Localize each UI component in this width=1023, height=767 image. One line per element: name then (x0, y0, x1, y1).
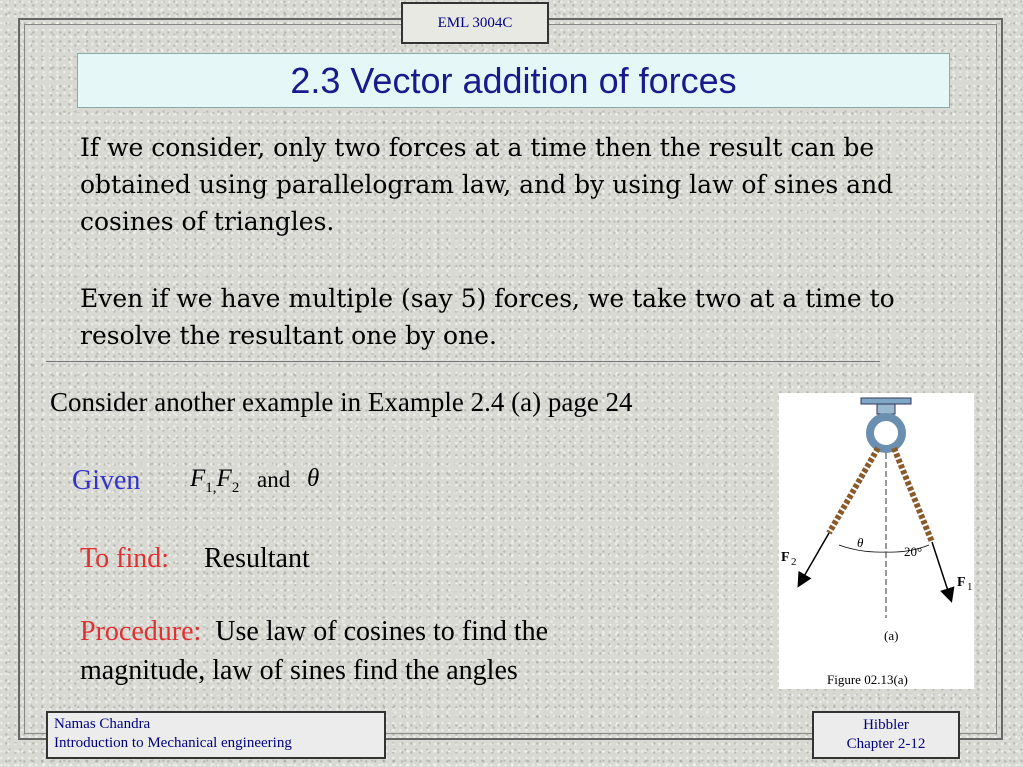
divider-line (46, 361, 880, 362)
given-f1-subscript: 1, (205, 480, 217, 496)
rope-right (894, 448, 932, 542)
to-find-label: To find: (80, 543, 170, 574)
footer-course-name: Introduction to Mechanical engineering (54, 735, 292, 751)
f1-subscript: 1 (967, 581, 973, 593)
f1-letter: F (957, 575, 966, 590)
part-label: (a) (884, 628, 899, 643)
given-theta: θ (307, 465, 320, 492)
given-and: and (257, 467, 291, 492)
footer-author-box (46, 711, 386, 759)
given-f2-subscript: 2 (231, 480, 240, 496)
force-diagram (779, 393, 974, 689)
theta-label: θ (857, 535, 864, 550)
given-f2-letter: F (216, 465, 232, 492)
bracket (877, 404, 895, 414)
force-f2-arrow (799, 533, 829, 585)
paragraph-multiple-forces: Even if we have multiple (say 5) forces, we take two at a time to resolve the resultant one by one. (80, 284, 895, 350)
example-reference: Consider another example in Example 2.4 (a) page 24 (50, 387, 633, 417)
f2-letter: F (781, 550, 790, 565)
to-find-text: Resultant (204, 543, 310, 574)
given-label: Given (72, 465, 141, 496)
angle-label: 20° (904, 544, 923, 559)
rope-left (829, 448, 878, 533)
figure-caption: Figure 02.13(a) (827, 672, 908, 687)
course-code-box (401, 2, 549, 44)
procedure-text: Use law of cosines to find the magnitude, law of sines find the angles (80, 616, 549, 686)
force-f1-arrow (932, 542, 951, 600)
course-code: EML 3004C (437, 14, 513, 31)
footer-book: Hibbler (863, 717, 909, 733)
paragraph-parallelogram: If we consider, only two forces at a time then the result can be obtained using parallelogram law, and by using law of sines and cosines of triangles. (80, 133, 894, 236)
f2-subscript: 2 (791, 556, 797, 568)
figure-panel (779, 393, 974, 689)
slide-title: 2.3 Vector addition of forces (290, 59, 737, 101)
eye-ring-hole (880, 427, 892, 439)
footer-chapter: Chapter 2-12 (846, 736, 926, 752)
footer-chapter-box (812, 711, 960, 759)
procedure-block (80, 612, 680, 690)
ceiling-plate (861, 398, 911, 404)
given-variables (190, 465, 239, 497)
title-bar (77, 53, 950, 108)
footer-author: Namas Chandra (54, 716, 151, 732)
given-f1-letter: F (190, 465, 206, 492)
procedure-label: Procedure: (80, 616, 202, 647)
